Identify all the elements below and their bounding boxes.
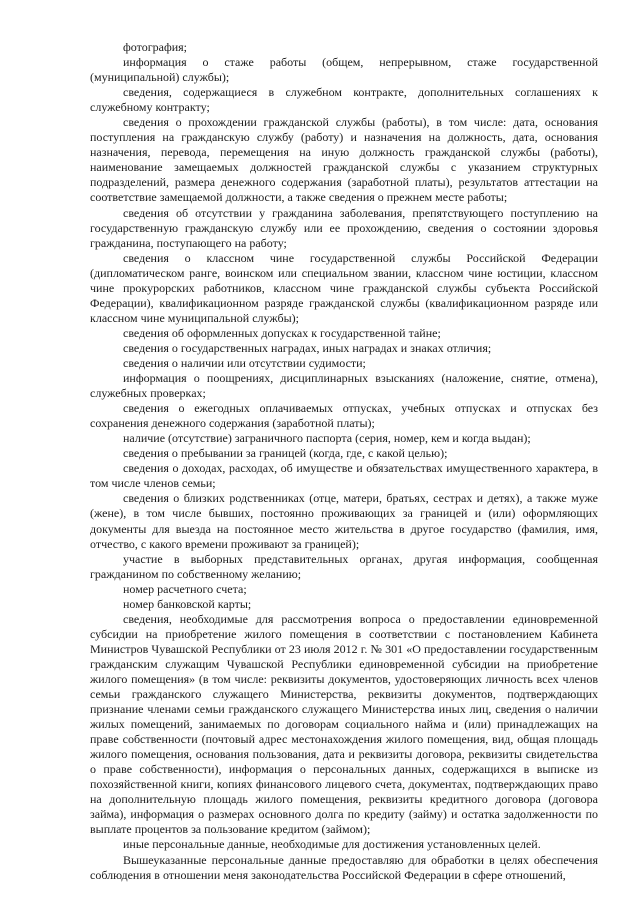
document-body: [90, 40, 598, 883]
paragraph-criminal-record: сведения о наличии или отсутствии судимости;: [123, 355, 366, 370]
paragraph-elected-bodies: участие в выборных представительных органах, другая информация, сообщенная гражданином по собственному желанию;: [90, 551, 598, 581]
paragraph-vacations: сведения о ежегодных оплачиваемых отпусках, учебных отпусках и отпусках без сохранения денежного содержания (заработной платы);: [90, 401, 598, 431]
paragraph-photo: фотография;: [123, 40, 188, 54]
paragraph-relatives: сведения о близких родственниках (отце, матери, братьях, сестрах и детях), а также муже (жене), в том числе бывших, постоянно проживающих за границей и (или) оформляющих документы для выезда на постоянное место жительства в другое государство (фамилия, имя, отчество, с какого времени проживают за границей);: [90, 491, 598, 551]
paragraph-stay-abroad: сведения о пребывании за границей (когда, где, с какой целью);: [123, 446, 448, 461]
paragraph-service-contract: сведения, содержащиеся в служебном контракте, дополнительных соглашениях к служебному контракту;: [90, 85, 598, 115]
paragraph-income: сведения о доходах, расходах, об имуществе и обязательствах имущественного характера, в том числе членов семьи;: [90, 461, 598, 491]
paragraph-passport: наличие (отсутствие) заграничного паспорта (серия, номер, кем и когда выдан);: [123, 431, 531, 446]
paragraph-state-secret: сведения об оформленных допусках к государственной тайне;: [123, 325, 441, 340]
paragraph-class-rank: сведения о классном чине государственной службы Российской Федерации (дипломатическом ранге, воинском или специальном звании, классном чине юстиции, классном чине прокурорских работников, классном чине гражданской службы субъекта Российской Федерации), квалификационном разряде гражданской службы (квалификационном разряде или классном чине муниципальной службы);: [90, 250, 598, 325]
paragraph-account-number: номер расчетного счета;: [123, 581, 247, 596]
paragraph-purpose: Вышеуказанные персональные данные предоставляю для обработки в целях обеспечения соблюдения в отношении меня законодательства Российской Федерации в сфере отношений,: [90, 852, 598, 882]
paragraph-awards: сведения о государственных наградах, иных наградах и знаках отличия;: [123, 340, 492, 355]
paragraph-housing-subsidy: сведения, необходимые для рассмотрения вопроса о предоставлении единовременной субсидии на приобретение жилого помещения в соответствии с постановлением Кабинета Министров Чувашской Республики от 23 июля 2012 г. № 301 «О предоставлении государственным гражданским служащим Чувашской Республики единовременной субсидии на приобретение жилого помещения» (в том числе: реквизиты документов, удостоверяющих личность всех членов семьи гражданского служащего Министерства, реквизиты документов, подтверждающих признание членами семьи гражданского служащего Министерства иных лиц, сведения о наличии жилых помещений, занимаемых по договорам социального найма и (или) принадлежащих на праве собственности (почтовый адрес местонахождения жилого помещения, вид, общая площадь жилого помещения, основания пользования, дата и реквизиты договора, реквизиты свидетельства о праве собственности), информация о персональных данных, содержащихся в выписке из похозяйственной книги, копиях финансового лицевого счета, документах, подтверждающих право на дополнительную площадь жилого помещения, реквизиты кредитного договора (договора займа), информация о размерах основного долга по кредиту (займу) и остатка задолженности по выплате процентов за пользование кредитом (займом);: [90, 611, 598, 837]
paragraph-work-experience: информация о стаже работы (общем, непрерывном, стаже государственной (муниципальной) службы);: [90, 55, 598, 85]
paragraph-health: сведения об отсутствии у гражданина заболевания, препятствующего поступлению на государственную гражданскую службу или ее прохождению, сведения о состоянии здоровья гражданина, поступающего на работу;: [90, 205, 598, 250]
paragraph-card-number: номер банковской карты;: [123, 596, 252, 611]
paragraph-civil-service-history: сведения о прохождении гражданской службы (работы), в том числе: дата, основания поступления на гражданскую службу (работу) и назначения на должность, дата, основания назначения, перевода, перемещения на иную должность гражданской службы (работы), наименование замещаемых должностей гражданской службы с указанием структурных подразделений, размера денежного содержания (заработной платы), результатов аттестации на соответствие замещаемой должности, а также сведения о прежнем месте работы;: [90, 115, 598, 205]
paragraph-other-data: иные персональные данные, необходимые для достижения установленных целей.: [123, 837, 541, 852]
paragraph-incentives: информация о поощрениях, дисциплинарных взысканиях (наложение, снятие, отмена), служебных проверках;: [90, 371, 598, 401]
